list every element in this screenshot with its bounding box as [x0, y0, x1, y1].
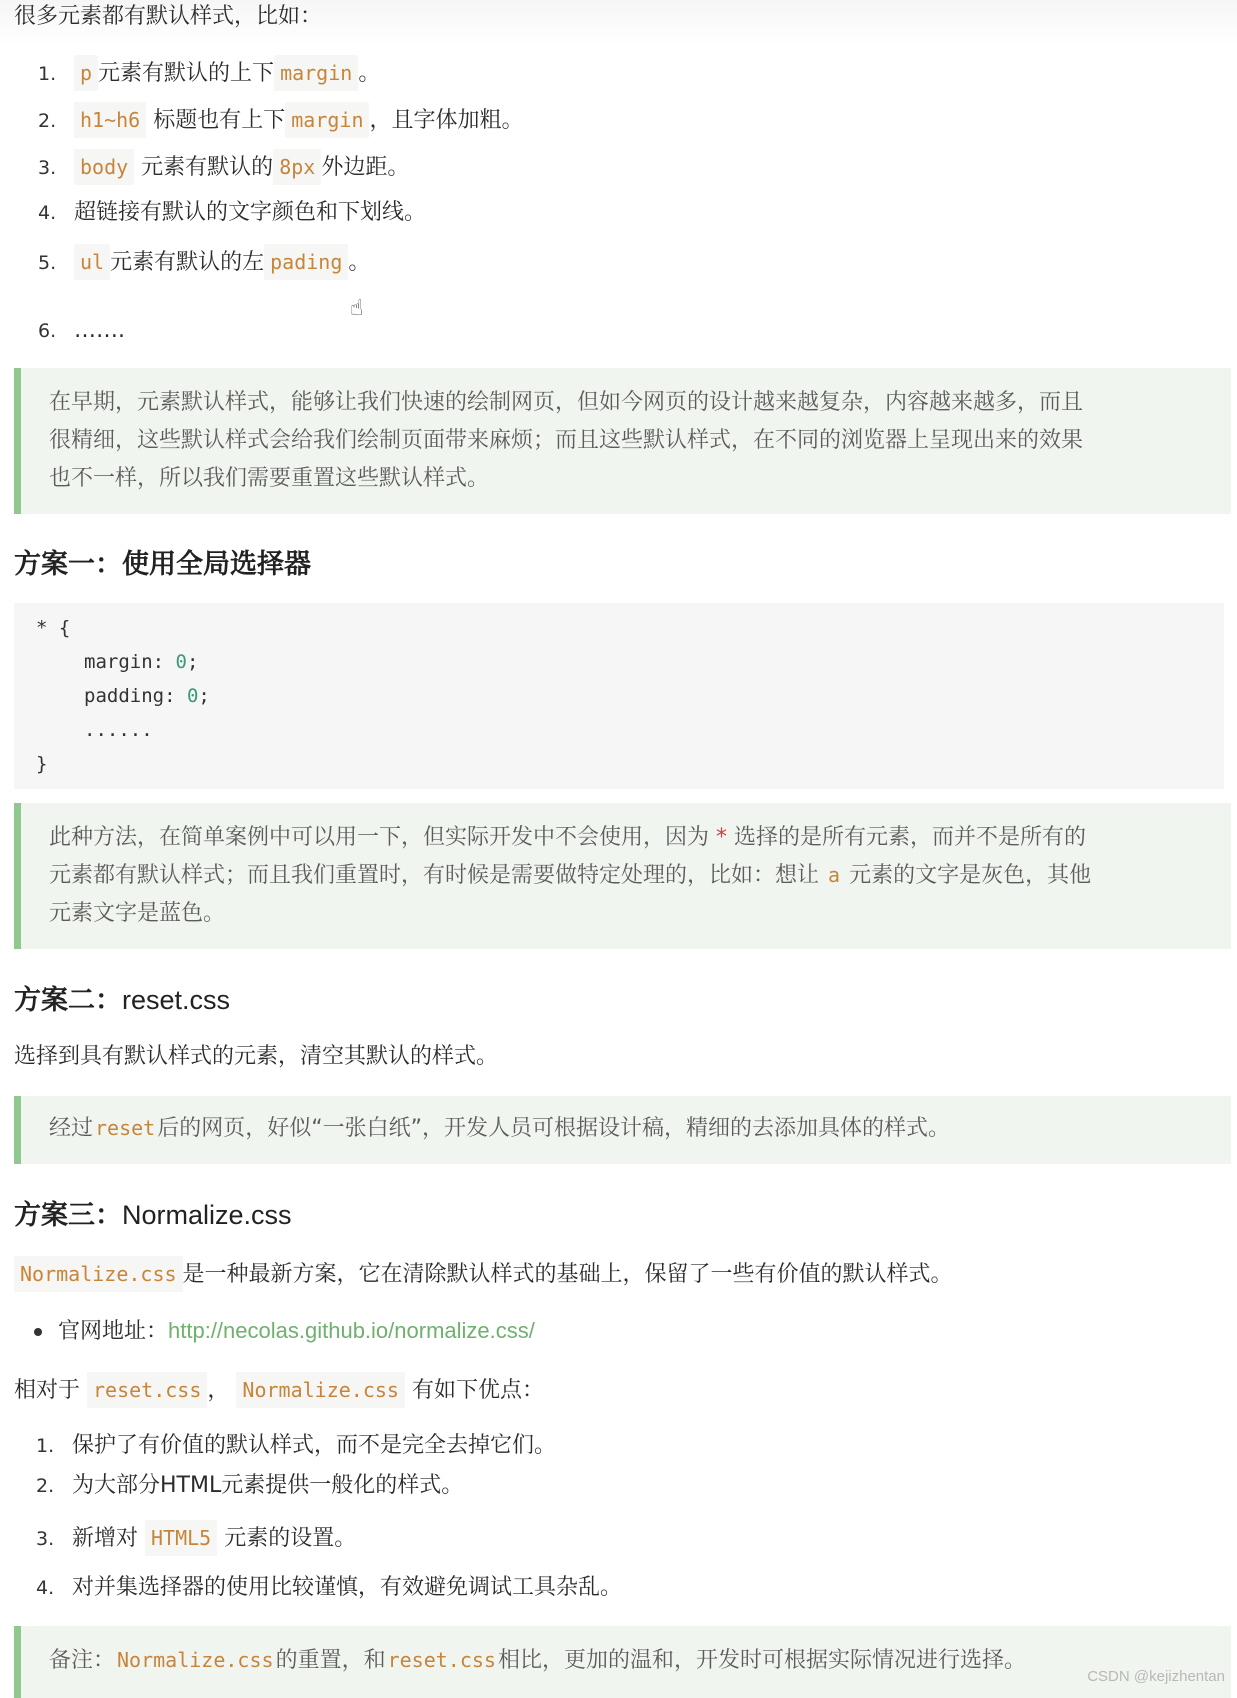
code-line: * {: [36, 617, 71, 639]
list-text: 元素有默认的左: [110, 250, 265, 275]
list-text: 。: [358, 61, 381, 86]
inline-code: margin: [285, 102, 369, 138]
list-number: 1.: [36, 1435, 55, 1457]
list-item: [36, 1471, 463, 1501]
heading-cn: 方案三：: [14, 1200, 122, 1231]
inline-code: margin: [274, 55, 358, 91]
code-line: ......: [84, 719, 153, 741]
bullet-icon: [34, 1328, 42, 1336]
quote-line: [49, 857, 1207, 894]
paragraph-text: 相对于: [14, 1378, 81, 1403]
inline-code: ul: [74, 244, 110, 280]
inline-code: Normalize.css: [14, 1256, 183, 1292]
code-line: [84, 685, 210, 707]
list-number: 5.: [38, 252, 57, 274]
paragraph-text: 是一种最新方案，它在清除默认样式的基础上，保留了一些有价值的默认样式。: [182, 1262, 953, 1287]
list-text: 元素有默认的上下: [98, 61, 275, 86]
code-punct: ;: [186, 651, 199, 673]
paragraph-text: ，: [207, 1378, 230, 1403]
code-block: [14, 603, 1224, 789]
list-number: 2.: [38, 110, 57, 132]
quote-line: 也不一样，所以我们需要重置这些默认样式。: [49, 466, 490, 491]
heading-en: Normalize.css: [122, 1200, 292, 1230]
list-text: 新增对: [72, 1526, 139, 1551]
quote-text: 备注：: [49, 1648, 116, 1673]
intro-text: 很多元素都有默认样式，比如：: [14, 4, 323, 29]
list-text: 为大部分HTML元素提供一般化的样式。: [72, 1473, 464, 1498]
inline-code: pading: [264, 244, 348, 280]
list-text: 。: [348, 250, 371, 275]
heading-en: reset.css: [122, 985, 231, 1015]
list-item: [36, 1520, 356, 1556]
blockquote: [14, 1626, 1231, 1698]
list-item: [38, 244, 370, 280]
code-value: 0: [175, 651, 187, 673]
site-label: 官网地址：: [58, 1319, 169, 1344]
quote-line: [49, 819, 1207, 856]
blockquote: [14, 1096, 1231, 1164]
list-number: 3.: [36, 1528, 55, 1550]
list-number: 6.: [38, 320, 57, 342]
heading-cn: 方案二：: [14, 985, 122, 1016]
list-text: 外边距。: [321, 155, 410, 180]
quote-line: [49, 1110, 1207, 1148]
section-heading: 方案一：使用全局选择器: [14, 549, 311, 580]
list-number: 3.: [38, 157, 57, 179]
hand-cursor-icon: ☝: [350, 296, 364, 321]
quote-text: 相比，更加的温和，开发时可根据实际情况进行选择。: [497, 1648, 1026, 1673]
inline-code: Normalize.css: [117, 1648, 274, 1672]
inline-code: reset.css: [387, 1648, 496, 1672]
code-punct: :: [152, 651, 176, 673]
list-item: [38, 55, 380, 91]
inline-code: body: [74, 149, 134, 185]
section-heading: [14, 978, 230, 1017]
quote-line: 元素文字是蓝色。: [49, 901, 226, 926]
list-text: ，且字体加粗。: [369, 108, 524, 133]
list-number: 4.: [38, 202, 57, 224]
inline-code: HTML5: [145, 1520, 217, 1556]
code-property: margin: [84, 651, 153, 673]
list-text: 元素有默认的: [141, 155, 274, 180]
quote-text: 元素都有默认样式；而且我们重置时，有时候是需要做特定处理的，比如：想让: [49, 863, 820, 888]
paragraph: [14, 1256, 953, 1292]
list-item: [38, 102, 524, 138]
quote-text: 后的网页，好似“一张白纸”，开发人员可根据设计稿，精细的去添加具体的样式。: [157, 1116, 951, 1141]
quote-text: 选择的是所有元素，而并不是所有的: [734, 825, 1087, 850]
list-number: 4.: [36, 1577, 55, 1599]
inline-code: 8px: [273, 149, 321, 185]
list-text: 超链接有默认的文字颜色和下划线。: [74, 200, 427, 225]
blockquote: [14, 803, 1231, 949]
paragraph: 选择到具有默认样式的元素，清空其默认的样式。: [14, 1044, 499, 1069]
list-item: [34, 1316, 535, 1347]
code-line: [84, 651, 198, 673]
quote-line: 很精细，这些默认样式会给我们绘制页面带来麻烦；而且这些默认样式，在不同的浏览器上呈现出来的效果: [49, 428, 1084, 453]
inline-code: reset.css: [87, 1372, 207, 1408]
list-item: [38, 149, 409, 185]
code-property: padding: [84, 685, 165, 707]
quote-text: 的重置，和: [275, 1648, 386, 1673]
list-text: 保护了有价值的默认样式，而不是完全去掉它们。: [72, 1433, 557, 1458]
list-number: 1.: [38, 63, 57, 85]
inline-code: reset: [95, 1116, 156, 1140]
quote-line: 在早期，元素默认样式，能够让我们快速的绘制网页，但如今网页的设计越来越复杂，内容越来越多，而且: [49, 390, 1084, 415]
official-site-link[interactable]: http://necolas.github.io/normalize.css/: [168, 1318, 535, 1343]
quote-text: 此种方法，在简单案例中可以用一下，但实际开发中不会使用，因为: [49, 825, 710, 850]
blockquote: [14, 368, 1231, 514]
list-text: 对并集选择器的使用比较谨慎，有效避免调试工具杂乱。: [72, 1575, 623, 1600]
paragraph: [14, 1372, 544, 1408]
quote-text: 元素的文字是灰色，其他: [849, 863, 1092, 888]
watermark: CSDN @kejizhentan: [1087, 1668, 1225, 1685]
paragraph-text: 有如下优点：: [411, 1378, 544, 1403]
list-item: [38, 316, 125, 346]
inline-code: p: [74, 55, 98, 91]
list-number: 2.: [36, 1475, 55, 1497]
code-punct: :: [164, 685, 187, 707]
list-item: [36, 1573, 622, 1603]
list-text: 元素的设置。: [224, 1526, 357, 1551]
list-text: …….: [74, 318, 125, 343]
code-line: }: [36, 753, 48, 775]
list-item: [38, 198, 426, 228]
inline-code: Normalize.css: [236, 1372, 405, 1408]
list-text: 标题也有上下: [153, 108, 286, 133]
inline-code: a: [828, 863, 841, 887]
code-punct: ;: [198, 685, 210, 707]
inline-code: *: [716, 825, 728, 850]
section-heading: [14, 1193, 292, 1232]
inline-code: h1~h6: [74, 102, 146, 138]
code-value: 0: [186, 685, 199, 707]
quote-line: [49, 1642, 1207, 1680]
quote-text: 经过: [49, 1116, 94, 1141]
list-item: [36, 1431, 556, 1461]
